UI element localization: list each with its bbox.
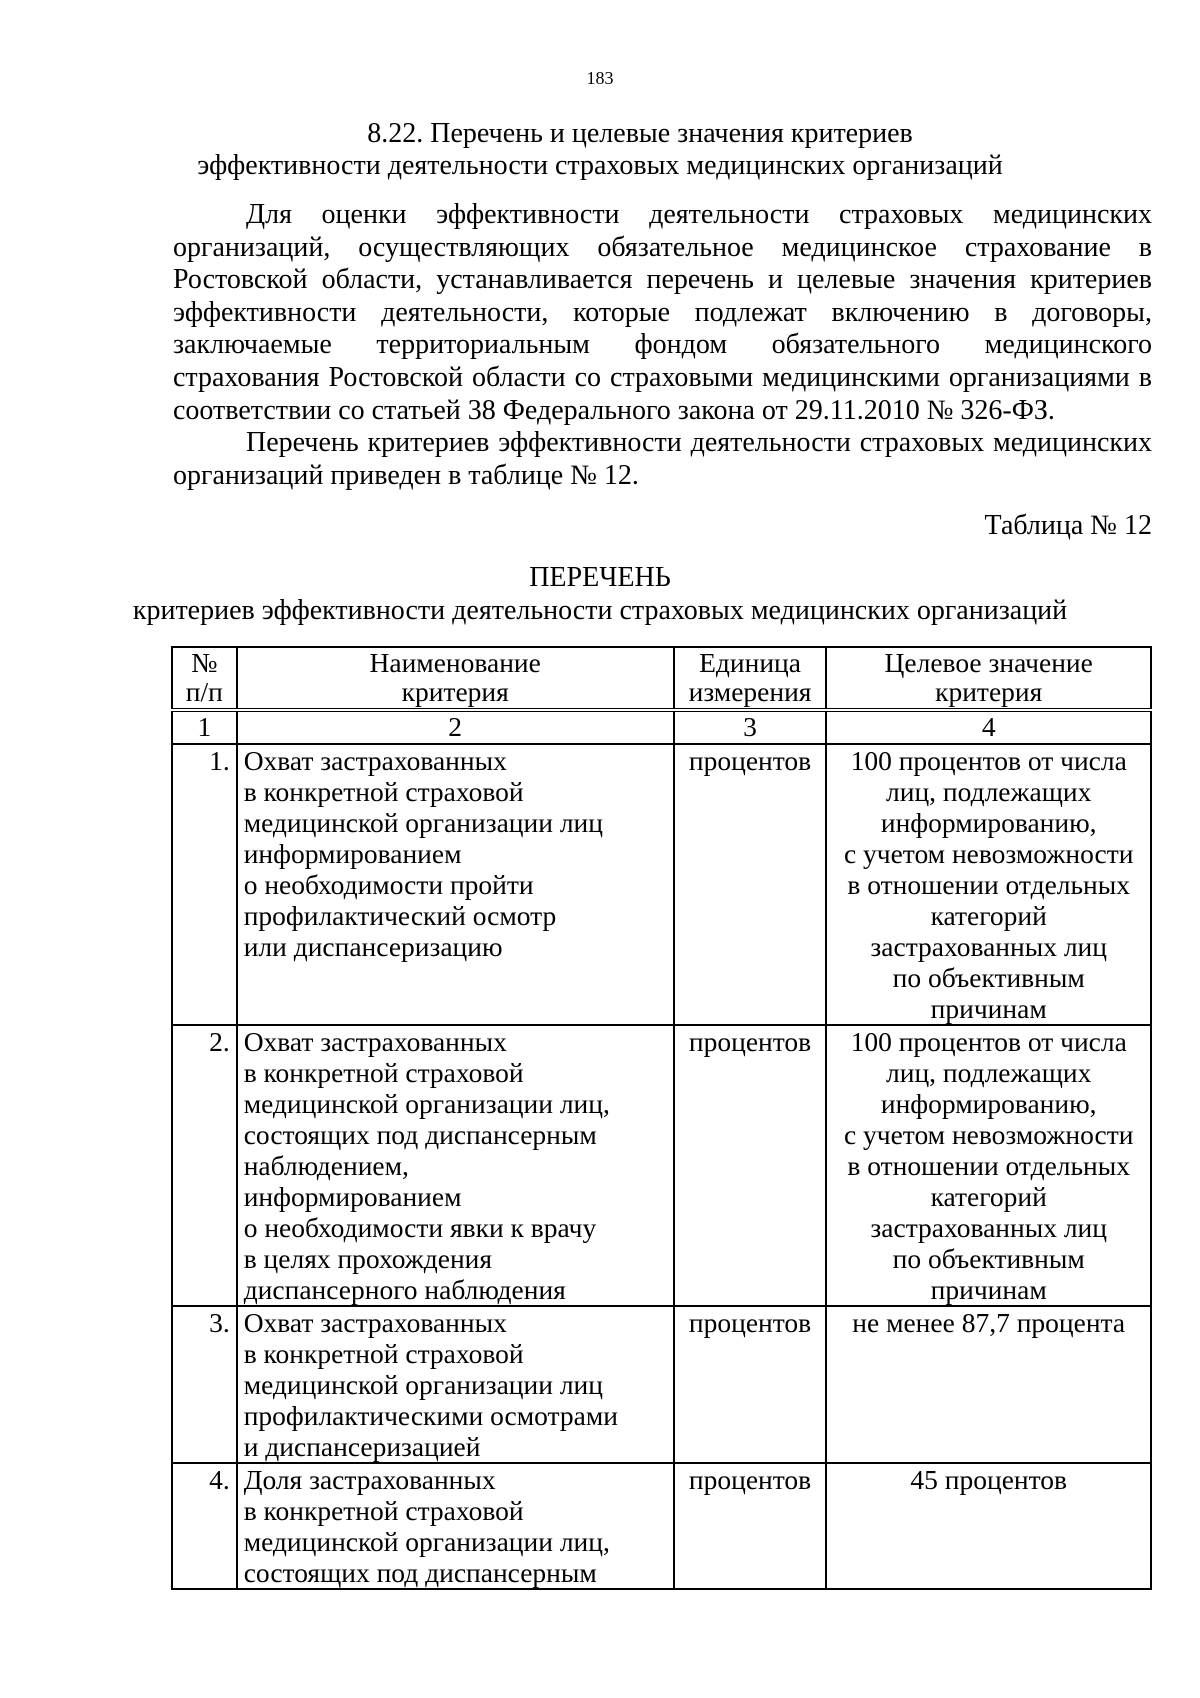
criterion-name-line: профилактический осмотр	[243, 900, 557, 931]
unit-cell: процентов	[674, 1306, 827, 1463]
table-row	[172, 1306, 1151, 1463]
criterion-name-line: о необходимости явки к врачу	[243, 1212, 597, 1243]
criteria-table	[171, 646, 1152, 1590]
unit-cell: процентов	[674, 1025, 827, 1306]
criterion-name-line: состоящих под диспансерным	[243, 1557, 597, 1588]
target-cell	[826, 744, 1151, 1025]
target-line: 100 процентов от числа	[850, 1026, 1127, 1057]
criterion-name-line: в конкретной страховой	[243, 1338, 524, 1369]
criterion-name-line: или диспансеризацию	[243, 931, 503, 962]
reference-paragraph: Перечень критериев эффективности деятельности страховых медицинских организаций приведен в таблице № 12.	[173, 427, 1152, 491]
criterion-name-line: диспансерного наблюдения	[243, 1274, 566, 1305]
table-row	[172, 1463, 1151, 1589]
row-number: 3.	[172, 1306, 237, 1463]
target-line: причинам	[930, 1274, 1047, 1305]
criterion-name-line: Доля застрахованных	[243, 1464, 496, 1495]
criterion-name-line: информированием	[243, 1181, 462, 1212]
criterion-name-line: медицинской организации лиц	[243, 1369, 603, 1400]
criterion-name-line: информированием	[243, 838, 462, 869]
target-cell	[826, 1025, 1151, 1306]
index-cell: 1	[172, 710, 237, 744]
target-line: застрахованных лиц	[870, 1212, 1107, 1243]
table-header-row	[172, 647, 1151, 710]
section-title-line-2: эффективности деятельности страховых медицинских организаций	[197, 150, 1003, 181]
target-line: лиц, подлежащих	[886, 776, 1092, 807]
header-target	[826, 647, 1151, 710]
target-line: категорий	[930, 1181, 1047, 1212]
criterion-name-line: и диспансеризацией	[243, 1431, 481, 1462]
header-name-line: критерия	[401, 676, 509, 707]
criterion-name	[237, 744, 674, 1025]
criterion-name	[237, 1025, 674, 1306]
header-unit	[674, 647, 827, 710]
criterion-name-line: Охват застрахованных	[243, 1026, 507, 1057]
index-cell: 3	[674, 710, 827, 744]
target-line: в отношении отдельных	[847, 1150, 1130, 1181]
criterion-name-line: в конкретной страховой	[243, 776, 524, 807]
target-line: не менее 87,7 процента	[852, 1307, 1126, 1338]
criterion-name-line: состоящих под диспансерным	[243, 1119, 597, 1150]
target-line: в отношении отдельных	[847, 869, 1130, 900]
section-title	[0, 118, 1200, 182]
table-row	[172, 1025, 1151, 1306]
header-num-line: п/п	[185, 676, 223, 707]
target-line: застрахованных лиц	[870, 931, 1107, 962]
target-line: лиц, подлежащих	[886, 1057, 1092, 1088]
header-num	[172, 647, 237, 710]
header-name-line: Наименование	[369, 647, 541, 678]
target-line: с учетом невозможности	[843, 1119, 1134, 1150]
criterion-name-line: профилактическими осмотрами	[243, 1400, 618, 1431]
index-cell: 2	[237, 710, 674, 744]
criterion-name-line: наблюдением,	[243, 1150, 409, 1181]
target-cell	[826, 1306, 1151, 1463]
header-num-line: №	[191, 647, 218, 678]
target-line: причинам	[930, 993, 1047, 1024]
criterion-name-line: о необходимости пройти	[243, 869, 534, 900]
row-number: 2.	[172, 1025, 237, 1306]
header-target-line: Целевое значение	[884, 647, 1093, 678]
unit-cell: процентов	[674, 1463, 827, 1589]
header-unit-line: Единица	[699, 647, 801, 678]
page-number: 183	[586, 68, 614, 88]
section-title-line-1: 8.22. Перечень и целевые значения критериев	[367, 118, 913, 149]
header-target-line: критерия	[935, 676, 1043, 707]
row-number: 4.	[172, 1463, 237, 1589]
target-cell	[826, 1463, 1151, 1589]
target-line: 100 процентов от числа	[850, 745, 1127, 776]
target-line: с учетом невозможности	[843, 838, 1134, 869]
criterion-name-line: в целях прохождения	[243, 1243, 493, 1274]
criterion-name	[237, 1306, 674, 1463]
criterion-name	[237, 1463, 674, 1589]
index-cell: 4	[826, 710, 1151, 744]
criterion-name-line: Охват застрахованных	[243, 745, 507, 776]
header-name	[237, 647, 674, 710]
table-caption: Таблица № 12	[984, 510, 1152, 541]
table-index-row	[172, 710, 1151, 744]
target-line: категорий	[930, 900, 1047, 931]
list-subheading: критериев эффективности деятельности страховых медицинских организаций	[132, 595, 1068, 626]
target-line: по объективным	[892, 962, 1085, 993]
criterion-name-line: Охват застрахованных	[243, 1307, 507, 1338]
criterion-name-line: в конкретной страховой	[243, 1057, 524, 1088]
target-line: информированию,	[880, 807, 1097, 838]
unit-cell: процентов	[674, 744, 827, 1025]
target-line: информированию,	[880, 1088, 1097, 1119]
row-number: 1.	[172, 744, 237, 1025]
criterion-name-line: в конкретной страховой	[243, 1495, 524, 1526]
intro-paragraph: Для оценки эффективности деятельности страховых медицинских организаций, осуществляющих обязательное медицинское страхование в Ростовской области, устанавливается перечень и целевые значения критериев эффективности деятельности, которые подлежат включению в договоры, заключаемые территориальным фондом обязательного медицинского страхования Ростовской области со страховыми медицинскими организациями в соответствии со статьей 38 Федерального закона от 29.11.2010 № 326-ФЗ.	[173, 199, 1152, 426]
criterion-name-line: медицинской организации лиц,	[243, 1088, 610, 1119]
list-heading: ПЕРЕЧЕНЬ	[529, 562, 671, 593]
target-line: 45 процентов	[910, 1464, 1068, 1495]
target-line: по объективным	[892, 1243, 1085, 1274]
table-row	[172, 744, 1151, 1025]
criterion-name-line: медицинской организации лиц,	[243, 1526, 610, 1557]
header-unit-line: измерения	[688, 676, 812, 707]
criterion-name-line: медицинской организации лиц	[243, 807, 603, 838]
